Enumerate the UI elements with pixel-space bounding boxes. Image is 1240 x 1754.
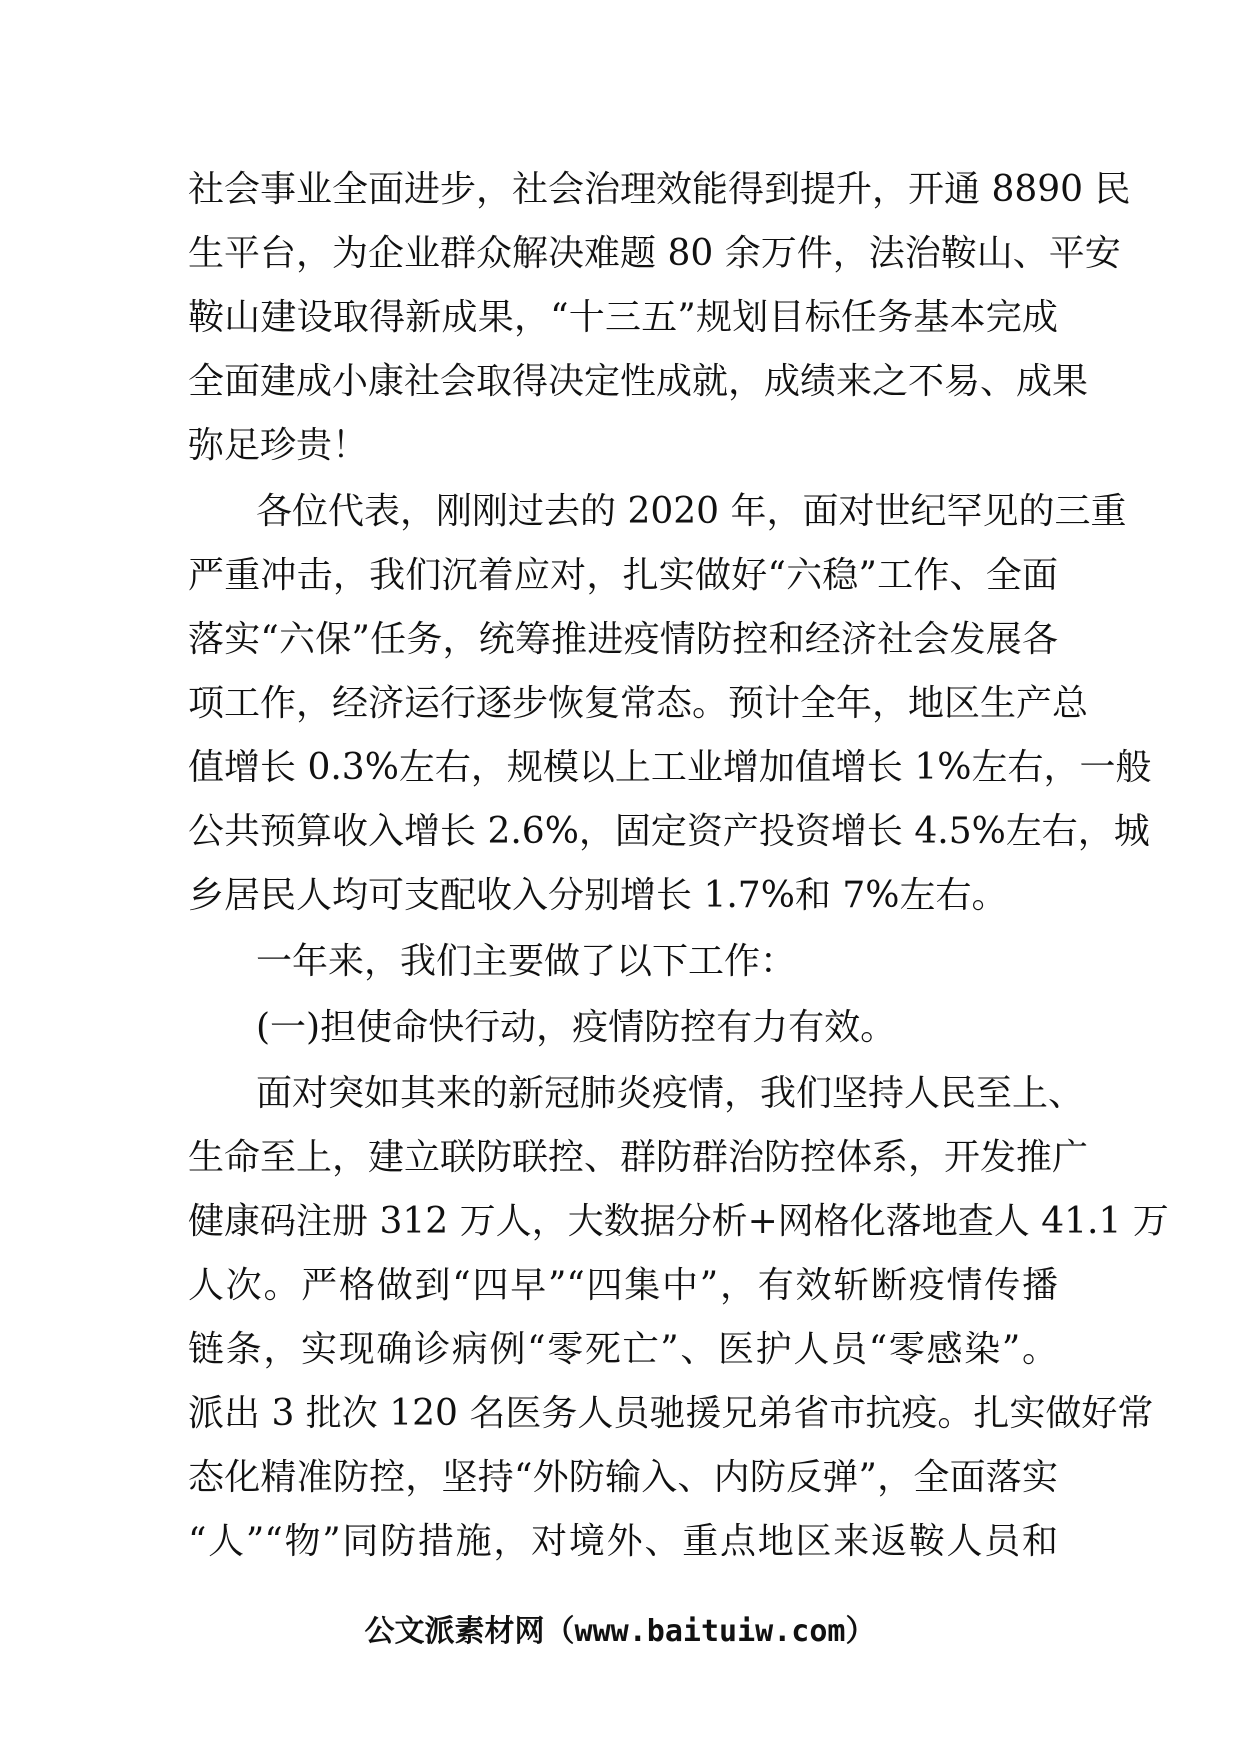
body-line-5: 弥足珍贵！ xyxy=(188,425,369,466)
body-line-15: 面对突如其来的新冠肺炎疫情，我们坚持人民至上、 xyxy=(256,1073,1085,1114)
body-line-1: 社会事业全面进步，社会治理效能得到提升，开通 8890 民 xyxy=(188,169,1131,210)
body-line-11: 公共预算收入增长 2.6%，固定资产投资增长 4.5%左右，城 xyxy=(188,811,1150,852)
body-line-21: 态化精准防控，坚持“外防输入、内防反弹”，全面落实 xyxy=(188,1457,1058,1498)
body-line-20: 派出 3 批次 120 名医务人员驰援兄弟省市抗疫。扎实做好常 xyxy=(188,1393,1154,1434)
body-line-3: 鞍山建设取得新成果，“十三五”规划目标任务基本完成 xyxy=(188,297,1058,338)
section-heading: (一)担使命快行动，疫情防控有力有效。 xyxy=(256,1007,897,1048)
body-line-2: 生平台，为企业群众解决难题 80 余万件，法治鞍山、平安 xyxy=(188,233,1121,274)
body-line-19: 链条，实现确诊病例“零死亡”、医护人员“零感染”。 xyxy=(188,1329,1058,1370)
body-line-6: 各位代表，刚刚过去的 2020 年，面对世纪罕见的三重 xyxy=(256,491,1127,532)
body-line-9: 项工作，经济运行逐步恢复常态。预计全年，地区生产总 xyxy=(188,683,1089,724)
body-line-18: 人次。严格做到“四早”“四集中”，有效斩断疫情传播 xyxy=(188,1265,1058,1306)
footer-watermark-text: 公文派素材网（www.baituiw.com） xyxy=(364,1614,876,1649)
body-line-17: 健康码注册 312 万人，大数据分析+网格化落地查人 41.1 万 xyxy=(188,1201,1169,1242)
body-line-10: 值增长 0.3%左右，规模以上工业增加值增长 1%左右，一般 xyxy=(188,747,1152,788)
body-line-22: “人”“物”同防措施，对境外、重点地区来返鞍人员和 xyxy=(188,1521,1058,1562)
body-line-4: 全面建成小康社会取得决定性成就，成绩来之不易、成果 xyxy=(188,361,1089,402)
body-line-8: 落实“六保”任务，统筹推进疫情防控和经济社会发展各 xyxy=(188,619,1058,660)
body-line-16: 生命至上，建立联防联控、群防群治防控体系，开发推广 xyxy=(188,1137,1089,1178)
body-line-13: 一年来，我们主要做了以下工作： xyxy=(256,941,797,982)
body-line-12: 乡居民人均可支配收入分别增长 1.7%和 7%左右。 xyxy=(188,875,1008,916)
body-line-7: 严重冲击，我们沉着应对，扎实做好“六稳”工作、全面 xyxy=(188,555,1058,596)
